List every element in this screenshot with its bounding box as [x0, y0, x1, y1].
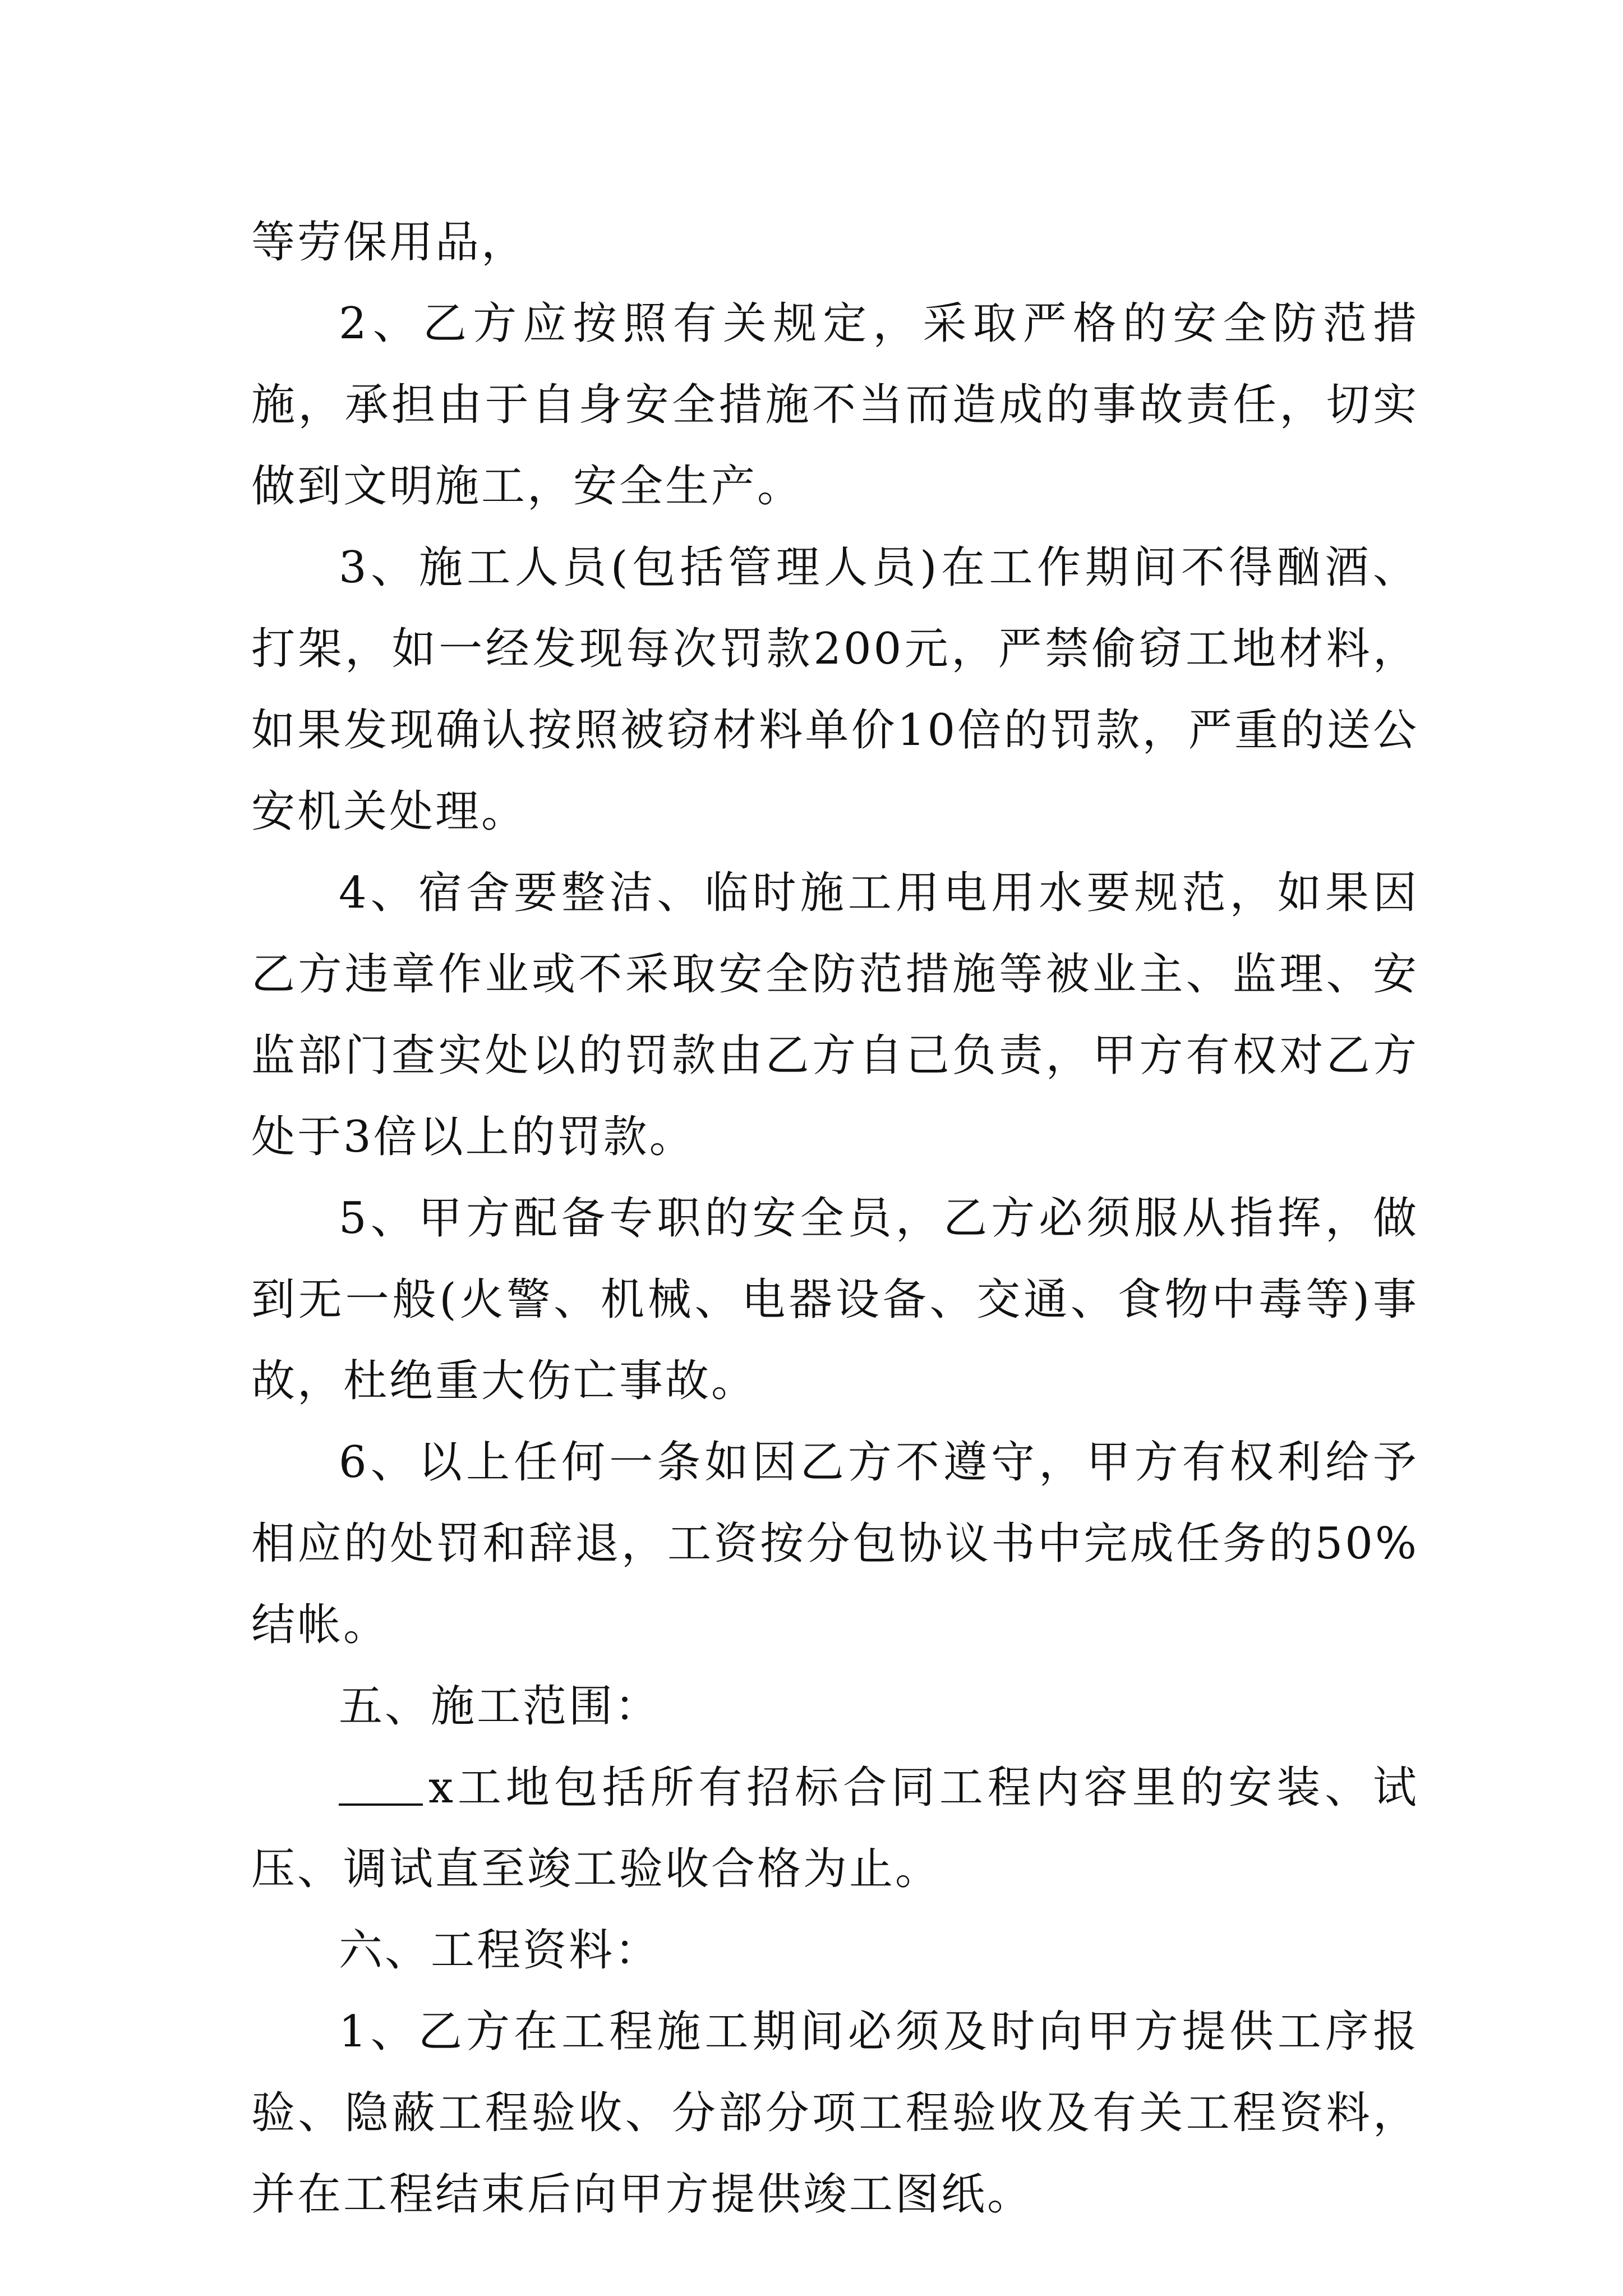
paragraph-item-6: 6、以上任何一条如因乙方不遵守，甲方有权利给予相应的处罚和辞退，工资按分包协议书中完成任务的50%结帐。 — [251, 1437, 1419, 1650]
section-heading-construction-scope: 五、施工范围： — [339, 1681, 661, 1732]
paragraph-construction-scope — [251, 1747, 1419, 1910]
paragraph-documents-item-1: 1、乙方在工程施工期间必须及时向甲方提供工序报验、隐蔽工程验收、分部分项工程验收及有关工程资料，并在工程结束后向甲方提供竣工图纸。 — [251, 2007, 1419, 2220]
fill-in-blank — [339, 1764, 423, 1806]
paragraph-item-5: 5、甲方配备专职的安全员，乙方必须服从指挥，做到无一般(火警、机械、电器设备、交通、食物中毒等)事故，杜绝重大伤亡事故。 — [251, 1193, 1419, 1406]
construction-scope-text: x工地包括所有招标合同工程内容里的安装、试压、调试直至竣工验收合格为止。 — [251, 1763, 1419, 1894]
document-page — [251, 202, 1419, 2235]
paragraph-item-2: 2、乙方应按照有关规定，采取严格的安全防范措施，承担由于自身安全措施不当而造成的事故责任，切实做到文明施工，安全生产。 — [251, 298, 1419, 512]
section-heading-engineering-documents: 六、工程资料： — [339, 1925, 661, 1976]
paragraph-item-4: 4、宿舍要整洁、临时施工用电用水要规范，如果因乙方违章作业或不采取安全防范措施等被业主、监理、安监部门查实处以的罚款由乙方自己负责，甲方有权对乙方处于3倍以上的罚款。 — [251, 868, 1419, 1162]
paragraph-item-3: 3、施工人员(包括管理人员)在工作期间不得酗酒、打架，如一经发现每次罚款200元，严禁偷窃工地材料，如果发现确认按照被窃材料单价10倍的罚款，严重的送公安机关处理。 — [251, 542, 1419, 837]
paragraph-continuation: 等劳保用品， — [251, 217, 528, 268]
